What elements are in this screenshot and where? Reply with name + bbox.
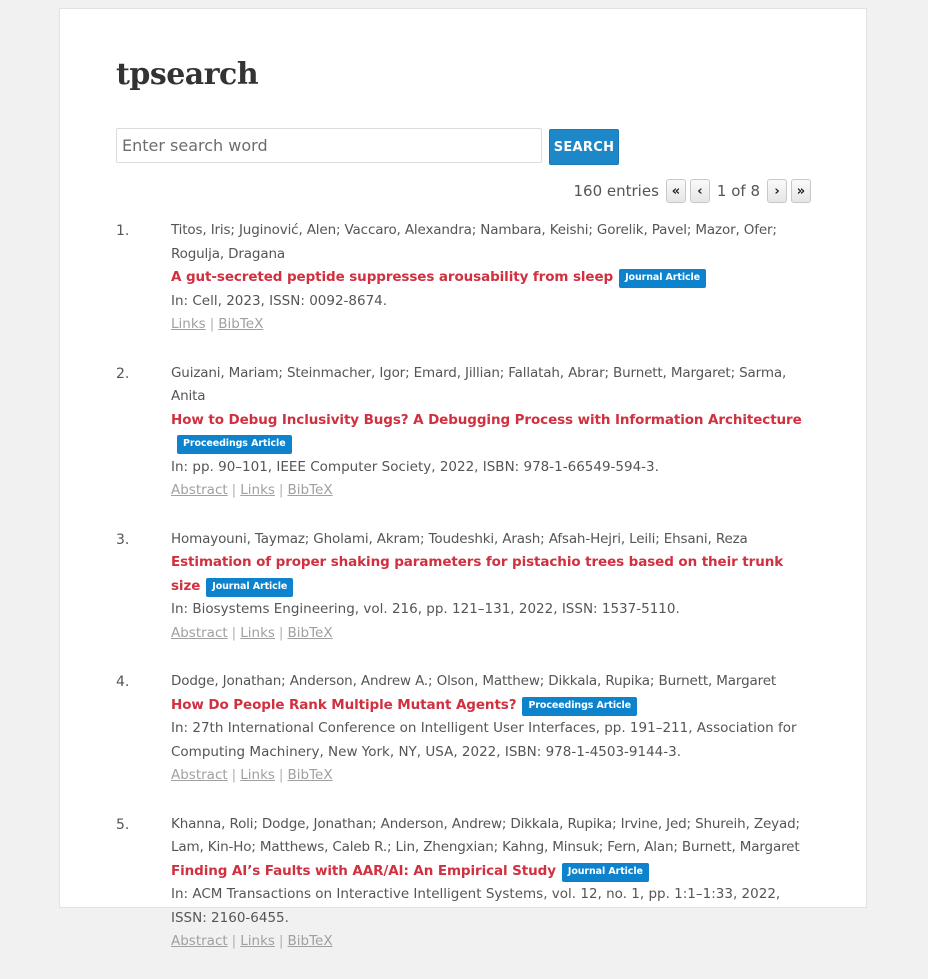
- entry-publication: In: ACM Transactions on Interactive Intelligent Systems, vol. 12, no. 1, pp. 1:1–1:33, 2022, ISSN: 2160-6455.: [171, 886, 781, 926]
- links-link[interactable]: Links: [240, 767, 275, 783]
- separator: |: [278, 767, 284, 783]
- separator: |: [209, 316, 215, 332]
- links-link[interactable]: Links: [240, 482, 275, 498]
- abstract-link[interactable]: Abstract: [171, 482, 228, 498]
- entry-title-link[interactable]: How to Debug Inclusivity Bugs? A Debugging Process with Information Architecture: [171, 411, 802, 428]
- list-item: [116, 219, 816, 337]
- entry-number: 3.: [116, 531, 130, 548]
- entry-title-link[interactable]: Finding AI’s Faults with AAR/AI: An Empirical Study: [171, 862, 556, 879]
- entry-number: 5.: [116, 816, 130, 833]
- type-badge: Journal Article: [619, 269, 706, 288]
- bibtex-link[interactable]: BibTeX: [287, 767, 333, 783]
- list-item: [116, 813, 816, 954]
- bibtex-link[interactable]: BibTeX: [287, 933, 333, 949]
- entry-number: 1.: [116, 223, 130, 239]
- entry-publication: In: 27th International Conference on Intelligent User Interfaces, pp. 191–211, Association for Computing Machinery, New York, NY, USA, 2022, ISBN: 978-1-4503-9144-3.: [171, 720, 797, 760]
- content-card: [59, 8, 867, 949]
- entry-publication: In: Cell, 2023, ISSN: 0092-8674.: [171, 292, 388, 309]
- list-item: [116, 528, 816, 646]
- entries-count: 160 entries: [573, 182, 659, 200]
- entry-publication: In: Biosystems Engineering, vol. 216, pp. 121–131, 2022, ISSN: 1537-5110.: [171, 601, 680, 617]
- links-link[interactable]: Links: [240, 624, 275, 641]
- page-info: 1 of 8: [716, 182, 760, 200]
- abstract-link[interactable]: Abstract: [171, 624, 228, 641]
- separator: |: [231, 933, 237, 949]
- entry-links: [171, 313, 816, 337]
- entry-links: [171, 479, 816, 503]
- entry-number: 4.: [116, 674, 130, 690]
- prev-page-button[interactable]: ‹: [690, 179, 710, 203]
- type-badge: Proceedings Article: [522, 697, 637, 716]
- separator: |: [231, 624, 237, 641]
- separator: |: [278, 482, 284, 498]
- results-list: [116, 219, 816, 979]
- separator: |: [278, 933, 284, 949]
- entry-authors: Guizani, Mariam; Steinmacher, Igor; Emard, Jillian; Fallatah, Abrar; Burnett, Margaret; Sarma, Anita: [171, 364, 787, 404]
- pagination: [574, 179, 812, 203]
- type-badge: Proceedings Article: [177, 435, 292, 454]
- separator: |: [278, 624, 284, 641]
- search-input[interactable]: [116, 128, 542, 163]
- separator: |: [231, 482, 237, 498]
- entry-links: [171, 622, 816, 646]
- entry-authors: Dodge, Jonathan; Anderson, Andrew A.; Olson, Matthew; Dikkala, Rupika; Burnett, Margaret: [171, 673, 777, 689]
- list-item: [116, 362, 816, 503]
- entry-authors: Khanna, Roli; Dodge, Jonathan; Anderson, Andrew; Dikkala, Rupika; Irvine, Jed; Shureih, Zeyad; Lam, Kin-Ho; Matthews, Caleb R.; Lin, Zhengxian; Kahng, Minsuk; Fern, Alan; Burnett, Margaret: [171, 815, 800, 855]
- last-page-button[interactable]: »: [791, 179, 811, 203]
- list-item: [116, 670, 816, 788]
- links-link[interactable]: Links: [240, 933, 275, 949]
- links-link[interactable]: Links: [171, 316, 206, 332]
- entry-title-link[interactable]: How Do People Rank Multiple Mutant Agents?: [171, 696, 517, 713]
- type-badge: Journal Article: [206, 578, 293, 597]
- entry-title-link[interactable]: Estimation of proper shaking parameters for pistachio trees based on their trunk size: [171, 554, 784, 594]
- bibtex-link[interactable]: BibTeX: [287, 624, 333, 641]
- entry-authors: Homayouni, Taymaz; Gholami, Akram; Toudeshki, Arash; Afsah-Hejri, Leili; Ehsani, Reza: [171, 530, 748, 547]
- abstract-link[interactable]: Abstract: [171, 767, 228, 783]
- entry-authors: Titos, Iris; Juginović, Alen; Vaccaro, Alexandra; Nambara, Keishi; Gorelik, Pavel; Mazor, Ofer; Rogulja, Dragana: [171, 222, 777, 262]
- next-page-button[interactable]: ›: [767, 179, 787, 203]
- entry-title-link[interactable]: A gut-secreted peptide suppresses arousability from sleep: [171, 269, 614, 285]
- type-badge: Journal Article: [562, 863, 649, 882]
- separator: |: [231, 767, 237, 783]
- bibtex-link[interactable]: BibTeX: [218, 316, 264, 332]
- entry-publication: In: pp. 90–101, IEEE Computer Society, 2022, ISBN: 978-1-66549-594-3.: [171, 458, 659, 475]
- entry-number: 2.: [116, 365, 130, 382]
- first-page-button[interactable]: «: [666, 179, 686, 203]
- search-button[interactable]: SEARCH: [549, 129, 619, 165]
- bibtex-link[interactable]: BibTeX: [287, 482, 333, 498]
- page-title: tpsearch: [116, 57, 259, 92]
- entry-links: [171, 930, 816, 954]
- abstract-link[interactable]: Abstract: [171, 933, 228, 949]
- entry-links: [171, 764, 816, 788]
